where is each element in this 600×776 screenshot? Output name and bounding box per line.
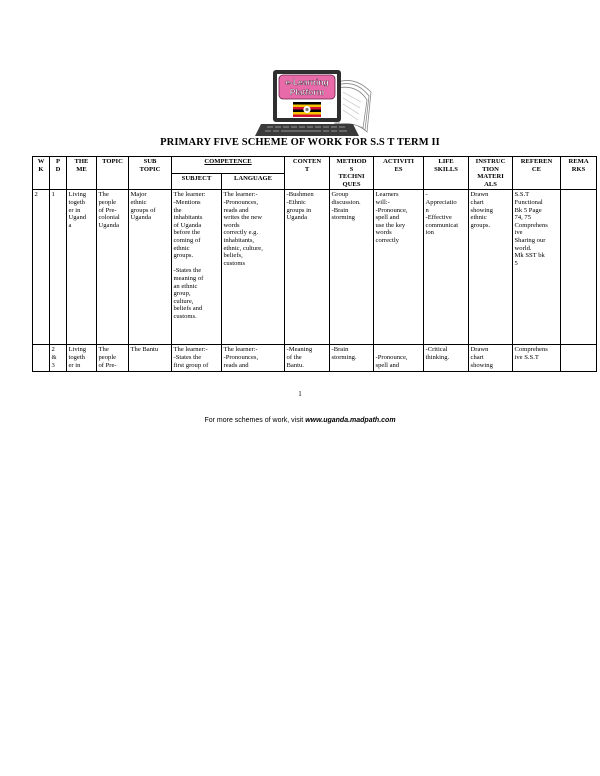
cell-subtopic: The Bantu: [129, 345, 172, 372]
footer-link[interactable]: www.uganda.madpath.com: [305, 417, 396, 424]
cell-language: The learner:- -Pronounces, reads and writes the new words correctly e.g. inhabitants, ethnic, culture, beliefs, customs: [222, 190, 285, 345]
footer-text: For more schemes of work, visit: [204, 417, 306, 424]
header-instruction: INSTRUC TION MATERI ALS: [469, 157, 513, 190]
cell-lifeskills: - Appreciatio n -Effective communicat ion: [424, 190, 469, 345]
header-topic: TOPIC: [97, 157, 129, 190]
cell-theme: Living togeth er in: [67, 345, 97, 372]
cell-methods: -Brain storming.: [330, 345, 374, 372]
cell-wk: 2: [33, 190, 50, 345]
cell-content: -Bushmen -Ethnic groups in Uganda: [285, 190, 330, 345]
cell-pd: 2 & 3: [50, 345, 67, 372]
header-subject: SUBJECT: [172, 173, 222, 190]
header-wk: W K: [33, 157, 50, 190]
document-title: PRIMARY FIVE SCHEME OF WORK FOR S.S T TERM II: [160, 137, 440, 148]
cell-subject: The learner: -Mentions the inhabitants of Uganda before the coming of ethnic groups. -States the meaning of an ethnic group, culture, beliefs and customs.: [172, 190, 222, 345]
footer: [0, 417, 600, 424]
header-pd: P D: [50, 157, 67, 190]
cell-content: -Meaning of the Bantu.: [285, 345, 330, 372]
cell-references: Comprehens ive S.S.T: [513, 345, 561, 372]
logo-line1: e-Learning: [285, 77, 329, 87]
uganda-flag-icon: [293, 102, 321, 117]
cell-activities: Learners will:- -Pronounce, spell and use the key words correctly: [374, 190, 424, 345]
logo-line2: Platform: [289, 87, 325, 97]
cell-instruction: Drawn chart showing: [469, 345, 513, 372]
header-activities: ACTIVITI ES: [374, 157, 424, 190]
cell-pd: 1: [50, 190, 67, 345]
header-content: CONTEN T: [285, 157, 330, 190]
page-number: 1: [298, 390, 302, 398]
table-row: [33, 345, 597, 372]
cell-instruction: Drawn chart showing ethnic groups.: [469, 190, 513, 345]
header-references: REFEREN CE: [513, 157, 561, 190]
table-header-row: [33, 157, 597, 174]
header-lifeskills: LIFE SKILLS: [424, 157, 469, 190]
cell-remarks: [561, 345, 597, 372]
cell-subject: The learner:- -States the first group of: [172, 345, 222, 372]
header-remarks: REMA RKS: [561, 157, 597, 190]
cell-lifeskills: -Critical thinking.: [424, 345, 469, 372]
table-row: [33, 190, 597, 345]
cell-subtopic: Major ethnic groups of Uganda: [129, 190, 172, 345]
cell-remarks: [561, 190, 597, 345]
header-language: LANGUAGE: [222, 173, 285, 190]
header-methods: METHOD S TECHNI QUES: [330, 157, 374, 190]
cell-methods: Group discussion. -Brain storming: [330, 190, 374, 345]
cell-topic: The people of Pre-: [97, 345, 129, 372]
cell-language: The learner:- -Pronounces, reads and: [222, 345, 285, 372]
header-theme: THE ME: [67, 157, 97, 190]
scheme-of-work-table: [32, 156, 597, 372]
header-competence: COMPETENCE: [172, 157, 285, 174]
cell-topic: The people of Pre- colonial Uganda: [97, 190, 129, 345]
cell-wk: [33, 345, 50, 372]
header-subtopic: SUB TOPIC: [129, 157, 172, 190]
cell-theme: Living togeth er in Ugand a: [67, 190, 97, 345]
cell-references: S.S.T Functional Bk 5 Page 74, 75 Comprehens ive Sharing our world. Mk SST bk 5: [513, 190, 561, 345]
cell-activities: -Pronounce, spell and: [374, 345, 424, 372]
